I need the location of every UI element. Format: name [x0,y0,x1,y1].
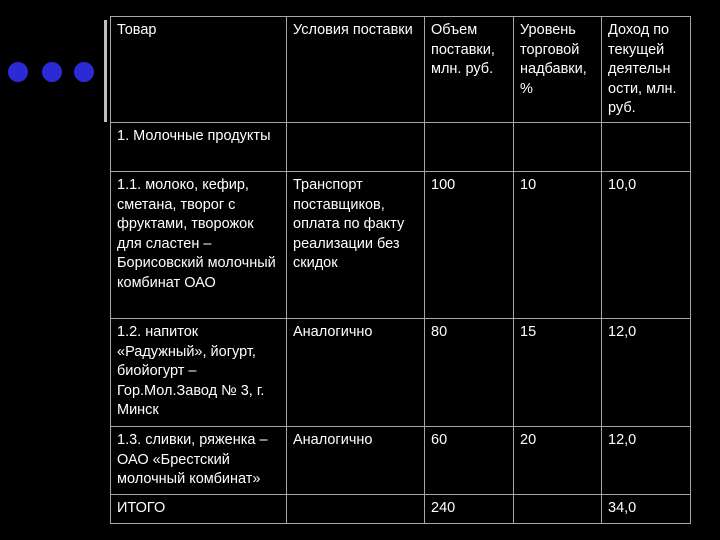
table-cell: 20 [514,427,602,495]
table-cell [425,123,514,172]
table-cell: 100 [425,172,514,319]
table-cell: Транспорт поставщиков, оплата по факту реализации без скидок [287,172,425,319]
table-cell: Аналогично [287,319,425,427]
header-markup: Уровень торговой надбавки, % [514,17,602,123]
table-cell [514,123,602,172]
table-cell: 80 [425,319,514,427]
table-cell: 10 [514,172,602,319]
table-cell: 34,0 [602,495,691,524]
table-row [111,172,691,319]
table-cell: 1.3. сливки, ряженка – ОАО «Брестский молочный комбинат» [111,427,287,495]
table-cell: 10,0 [602,172,691,319]
table-row [111,319,691,427]
header-product: Товар [111,17,287,123]
table-cell: 12,0 [602,319,691,427]
table-cell: 1. Молочные продукты [111,123,287,172]
table-cell: 1.2. напиток «Радужный», йогурт, биойогурт – Гор.Мол.Завод № 3, г. Минск [111,319,287,427]
table-row [111,427,691,495]
table-cell: 1.1. молоко, кефир, сметана, творог с фруктами, творожок для сластен – Борисовский молочный комбинат ОАО [111,172,287,319]
header-delivery-terms: Условия поставки [287,17,425,123]
table-row [111,123,691,172]
table-cell [287,123,425,172]
table-cell: Аналогично [287,427,425,495]
table-cell [514,495,602,524]
table-cell: 15 [514,319,602,427]
decor-vertical-bar [104,20,107,122]
table-cell [287,495,425,524]
decor-dot-icon [74,62,94,82]
header-volume: Объем поставки, млн. руб. [425,17,514,123]
table-cell: 60 [425,427,514,495]
supply-table [110,16,691,524]
table-cell [602,123,691,172]
decor-dot-icon [42,62,62,82]
decor-dot-icon [8,62,28,82]
table-cell: ИТОГО [111,495,287,524]
header-income: Доход по текущей деятельн ости, млн. руб. [602,17,691,123]
table-total-row [111,495,691,524]
table-cell: 12,0 [602,427,691,495]
table-cell: 240 [425,495,514,524]
table-header-row [111,17,691,123]
